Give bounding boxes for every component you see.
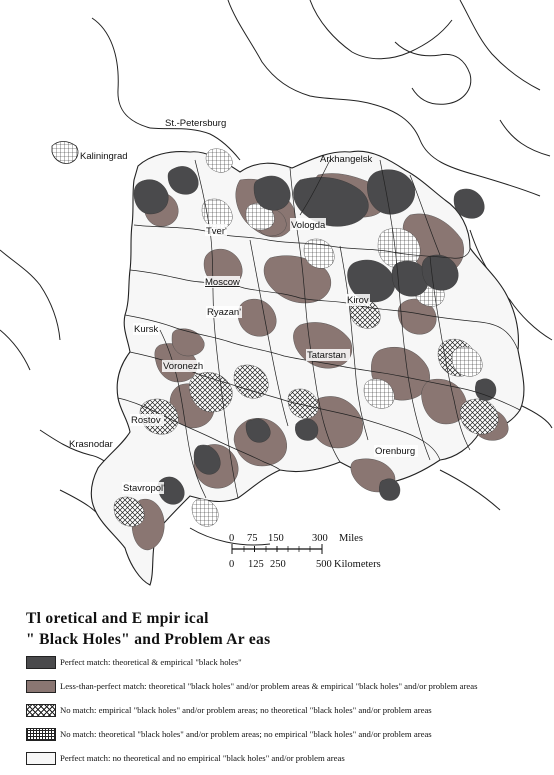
- scale-miles-unit: Miles: [339, 533, 363, 544]
- scale-miles-0: 0: [229, 533, 235, 544]
- scale-km-125: 125: [248, 559, 264, 570]
- legend-item-brown: [26, 678, 546, 698]
- legend-label: No match: empirical "black holes" and/or problem areas; no theoretical "black holes" and/or problem areas: [60, 705, 432, 715]
- scale-miles-300: 300: [312, 533, 328, 544]
- city-label-rostov: Rostov: [131, 415, 161, 426]
- scale-bar: [229, 533, 381, 570]
- map-legend: [26, 608, 546, 770]
- legend-item-blank: [26, 750, 546, 770]
- scale-miles-150: 150: [268, 533, 284, 544]
- kaliningrad-region: [52, 142, 78, 164]
- scale-miles-75: 75: [247, 533, 258, 544]
- legend-item-dark: [26, 654, 546, 674]
- legend-swatch-brown: [26, 680, 56, 693]
- legend-swatch-grid: [26, 728, 56, 741]
- legend-swatch-crosshatch: [26, 704, 56, 717]
- scale-km-250: 250: [270, 559, 286, 570]
- city-label-kirov: Kirov: [347, 295, 369, 306]
- city-label-orenburg: Orenburg: [375, 446, 416, 457]
- city-label-moscow: Moscow: [205, 277, 240, 288]
- scale-km-unit: Kilometers: [334, 559, 381, 570]
- legend-title-line-2: " Black Holes" and Problem Ar eas: [26, 631, 271, 648]
- scale-km-0: 0: [229, 559, 235, 570]
- legend-title-line-1: Tl oretical and E mpir ical: [26, 610, 209, 627]
- city-label-ryazan: Ryazan': [207, 307, 242, 318]
- legend-label: No match: theoretical "black holes" and/or problem areas; no empirical "black holes" and/or problem areas: [60, 729, 432, 739]
- legend-label: Perfect match: theoretical & empirical "black holes": [60, 657, 242, 667]
- city-label-stavropol: Stavropol': [123, 483, 165, 494]
- legend-swatch-blank: [26, 752, 56, 765]
- city-label-krasnodar: Krasnodar: [69, 439, 113, 450]
- legend-title: [26, 608, 546, 650]
- city-label-tver: Tver': [206, 226, 227, 237]
- city-label-voronezh: Voronezh: [163, 361, 204, 372]
- city-label-tatarstan: Tatarstan: [307, 350, 347, 361]
- scale-km-500: 500: [316, 559, 332, 570]
- city-label-vologda: Vologda: [291, 220, 326, 231]
- legend-item-grid: [26, 726, 546, 746]
- legend-swatch-dark: [26, 656, 56, 669]
- city-label-arkhangelsk: Arkhangelsk: [320, 154, 373, 165]
- city-label-kaliningrad: Kaliningrad: [80, 151, 128, 162]
- city-label-kursk: Kursk: [134, 324, 159, 335]
- legend-label: Less-than-perfect match: theoretical "black holes" and/or problem areas & empirical "black holes" and/or problem areas: [60, 681, 478, 691]
- legend-label: Perfect match: no theoretical and no empirical "black holes" and/or problem areas: [60, 753, 345, 763]
- city-label-st-petersburg: St.-Petersburg: [165, 118, 227, 129]
- legend-item-crosshatch: [26, 702, 546, 722]
